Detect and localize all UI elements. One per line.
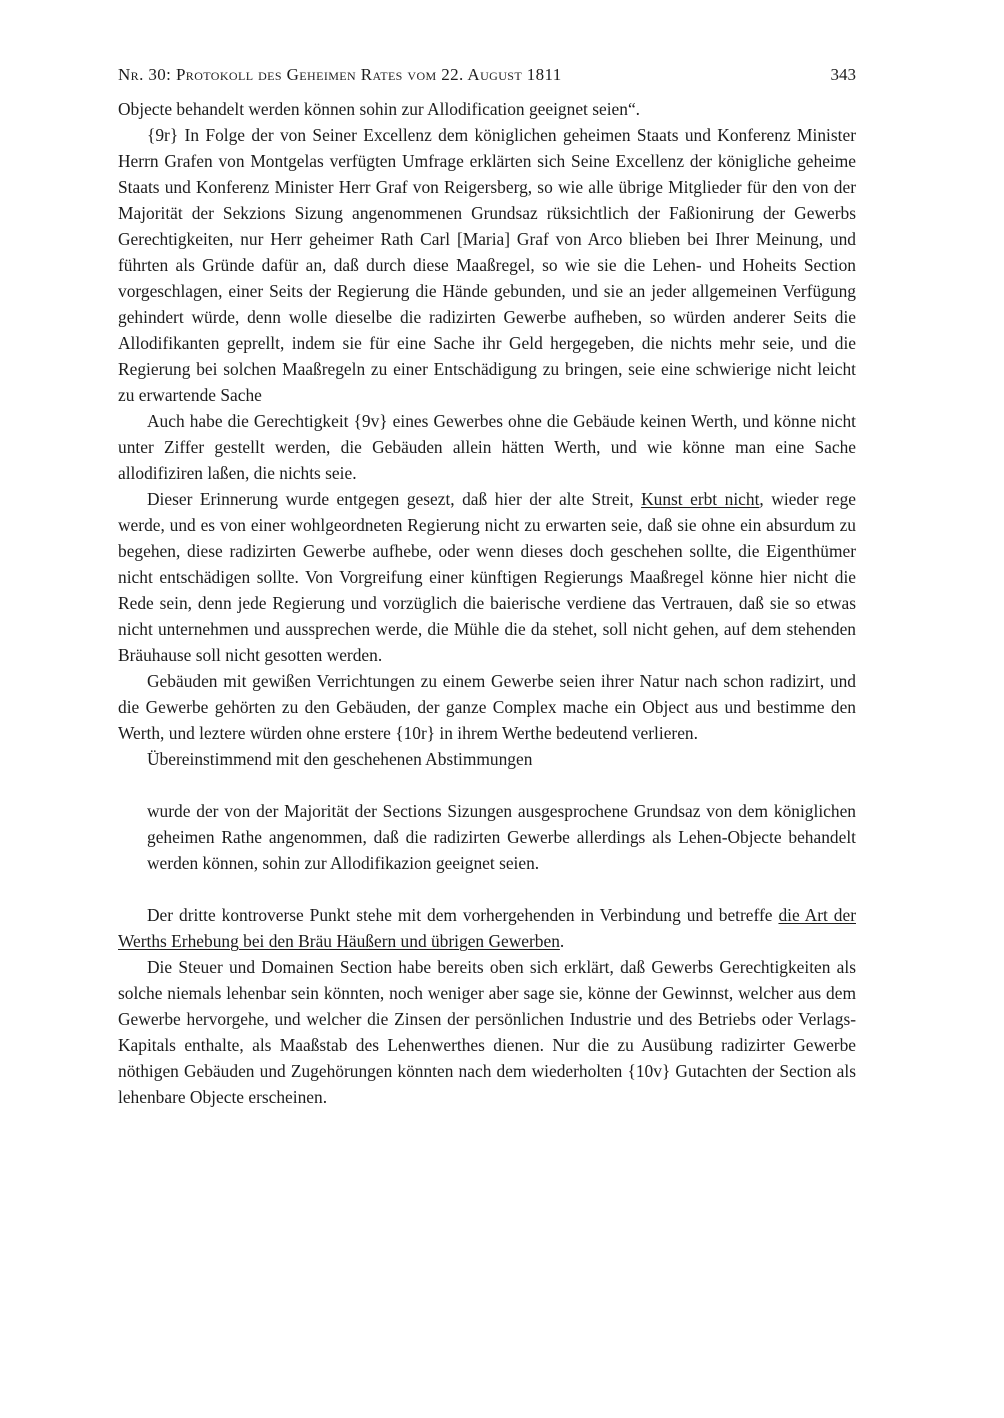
- text-span: Der dritte kontroverse Punkt stehe mit dem vorhergehenden in Verbindung und betreffe: [147, 905, 779, 925]
- paragraph-steuer-section: Die Steuer und Domainen Section habe bereits oben sich erklärt, daß Gewerbs Gerechtigkeiten als solche niemals lehenbar sein könnten, noch weniger aber sage sie, könne der Gewinnst, welcher aus dem Gewerbe hervorgehe, und welcher die Zinsen der persönlichen Industrie und des Betriebs oder Verlags-Kapitals enthalte, als Maaßstab des Lehenwerthes dienen. Nur die zu Ausübung radizirter Gewerbe nöthigen Gebäuden und Zugehörungen könnten nach dem wiederholten {10v} Gutachten der Section als lehenbare Objecte erscheinen.: [118, 957, 856, 1107]
- text-span: Dieser Erinnerung wurde entgegen gesezt, daß hier der alte Streit,: [147, 489, 642, 509]
- paragraph-third-point: [118, 902, 856, 954]
- text-span: .: [559, 931, 565, 951]
- paragraph-arco-argument: Auch habe die Gerechtigkeit {9v} eines Gewerbes ohne die Gebäude keinen Werth, und könne nicht unter Ziffer gestellt werden, die Gebäuden allein hätten Werth, und wie könne man eine Sache allodifiziren laßen, die nichts seie.: [118, 411, 856, 483]
- running-header: [118, 62, 856, 96]
- text-span: , wieder rege werde, und es von einer wohlgeordneten Regierung nicht zu erwarten seie, daß sie ohne ein absurdum zu begehen, diese radizirten Gewerbe aufhebe, oder wenn dieses doch geschehen sollte, die Eigenthümer nicht entschädigen sollte. Von Vorgreifung einer künftigen Regierungs Maaßregel könne hier nicht die Rede sein, denn jede Regierung und vorzüglich die baierische verdiene das Vertrauen, daß sie so etwas nicht unternehmen und aussprechen werde, die Mühle die da stehet, soll nicht gehen, auf dem stehenden Bräuhause soll nicht gesotten werden.: [118, 489, 856, 665]
- underlined-phrase-kunst-erbt-nicht: Kunst erbt nicht: [641, 489, 760, 509]
- paragraph-continuation: Objecte behandelt werden können sohin zur Allodification geeignet seien“.: [118, 99, 641, 119]
- paragraph-counter-argument: [118, 486, 856, 668]
- paragraph-agreement: Übereinstimmend mit den geschehenen Abstimmungen: [147, 749, 533, 769]
- resolution-block: wurde der von der Majorität der Sections Sizungen ausgesprochene Grundsaz von dem königlichen geheimen Rathe angenommen, daß die radizirten Gewerbe allerdings als Lehen-Objecte behandelt werden können, sohin zur Allodifikazion geeignet seien.: [147, 801, 856, 873]
- page-number: 343: [830, 65, 856, 84]
- running-title: Nr. 30: Protokoll des Geheimen Rates vom 22. August 1811: [118, 65, 562, 84]
- underlined-phrase-werths-erhebung: die Art der Werths Erhebung bei den Bräu Häußern und übrigen Gewerben: [118, 905, 856, 951]
- paragraph-vote: {9r} In Folge der von Seiner Excellenz dem königlichen geheimen Staats und Konferenz Minister Herrn Grafen von Montgelas verfügten Umfrage erklärten sich Seine Excellenz der königliche geheime Staats und Konferenz Minister Herr Graf von Reigersberg, so wie alle übrige Mitglieder für den von der Majorität der Sekzions Sizung angenommenen Grundsaz rüksichtlich der Faßionirung der Gewerbs Gerechtigkeiten, nur Herr geheimer Rath Carl [Maria] Graf von Arco blieben bei Ihrer Meinung, und führten als Gründe dafür an, daß durch diese Maaßregel, so wie sie die Lehen- und Hoheits Section vorgeschlagen, einer Seits der Regierung die Hände gebunden, und sie an jeder allgemeinen Verfügung gehindert würde, denn wolle dieselbe die radizirten Gewerbe aufheben, so würden anderer Seits die Allodifikanten geprellt, indem sie für eine Sache ihr Geld hergegeben, die nichts mehr seie, und die Regierung bei solchen Maaßregeln zu einer Entschädigung zu bringen, seie eine schwierige nicht leicht zu erwartende Sache: [118, 125, 856, 405]
- paragraph-buildings: Gebäuden mit gewißen Verrichtungen zu einem Gewerbe seien ihrer Natur nach schon radizirt, und die Gewerbe gehörten zu den Gebäuden, der ganze Complex mache ein Object aus und bestimme den Werth, und leztere würden ohne erstere {10r} in ihrem Werthe bedeutend verlieren.: [118, 671, 856, 743]
- document-page: [118, 62, 856, 1110]
